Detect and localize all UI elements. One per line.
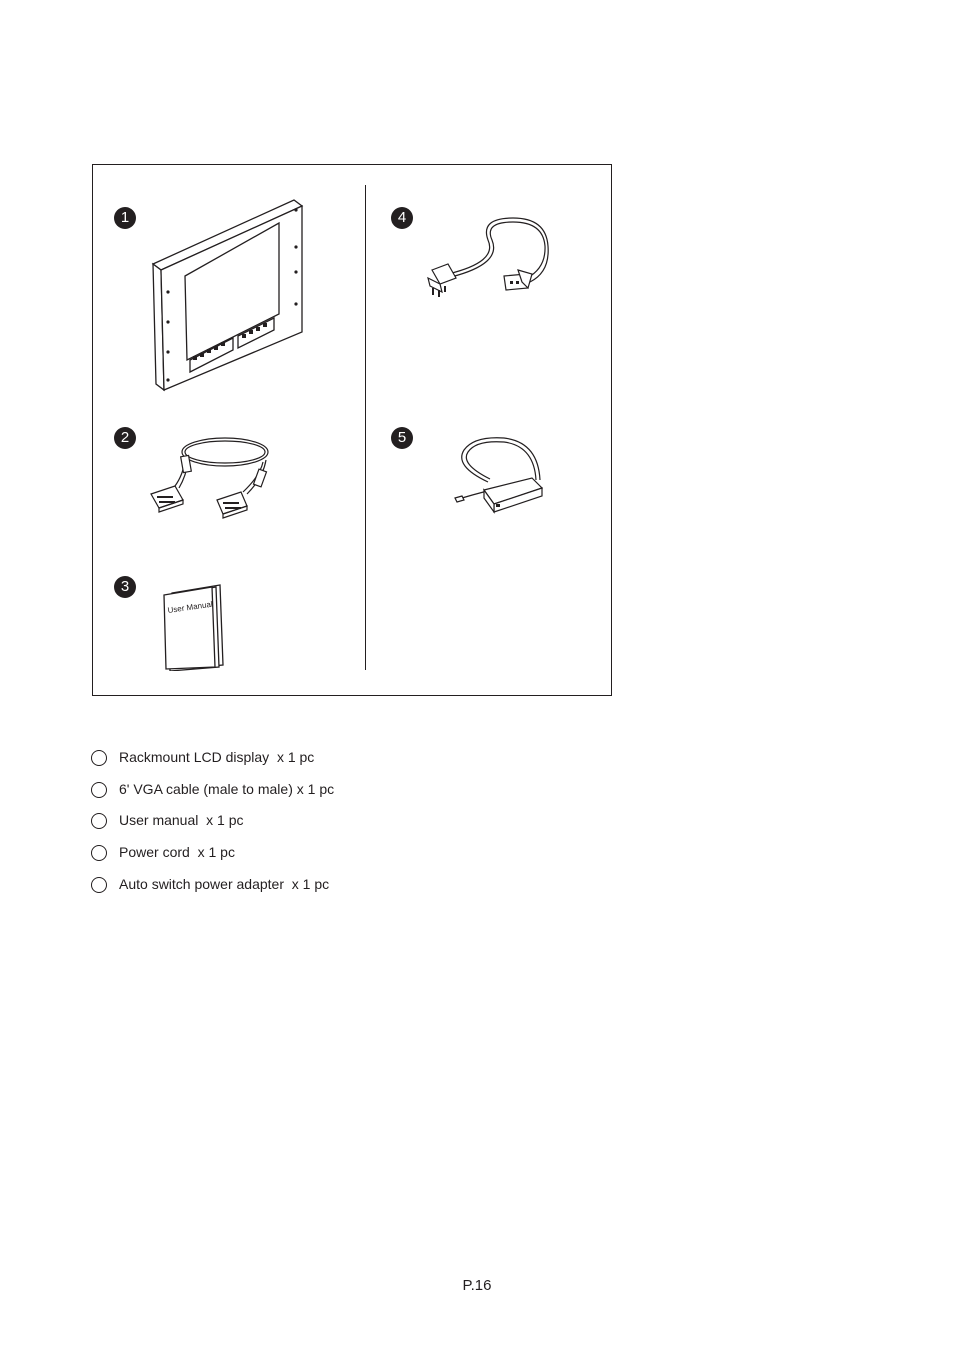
manual-cover-text: User Manual <box>167 599 214 615</box>
page-number: P.16 <box>462 1277 492 1294</box>
checklist-item-label: 6' VGA cable (male to male) x 1 pc <box>119 780 335 797</box>
rackmount-lcd-display-icon <box>148 192 308 396</box>
item-number-badge: 3 <box>114 576 136 598</box>
power-adapter-icon <box>452 432 547 524</box>
item-number-badge: 2 <box>114 427 136 449</box>
item-number-badge: 1 <box>114 207 136 229</box>
checklist-item-label: Auto switch power adapter x 1 pc <box>119 875 330 892</box>
checkbox-circle-icon <box>91 782 107 798</box>
item-number-badge: 5 <box>391 427 413 449</box>
checklist-item-label: User manual x 1 pc <box>119 812 244 829</box>
checkbox-circle-icon <box>91 845 107 861</box>
checkbox-circle-icon <box>91 750 107 766</box>
checklist-item-label: Rackmount LCD display x 1 pc <box>119 749 315 765</box>
checkbox-circle-icon <box>91 813 107 829</box>
power-cord-icon <box>418 212 558 304</box>
column-divider <box>365 185 366 670</box>
checklist-item-label: Power cord x 1 pc <box>119 844 235 861</box>
user-manual-icon <box>160 583 226 671</box>
checkbox-circle-icon <box>91 877 107 893</box>
vga-cable-icon <box>145 430 275 522</box>
item-number-badge: 4 <box>391 207 413 229</box>
